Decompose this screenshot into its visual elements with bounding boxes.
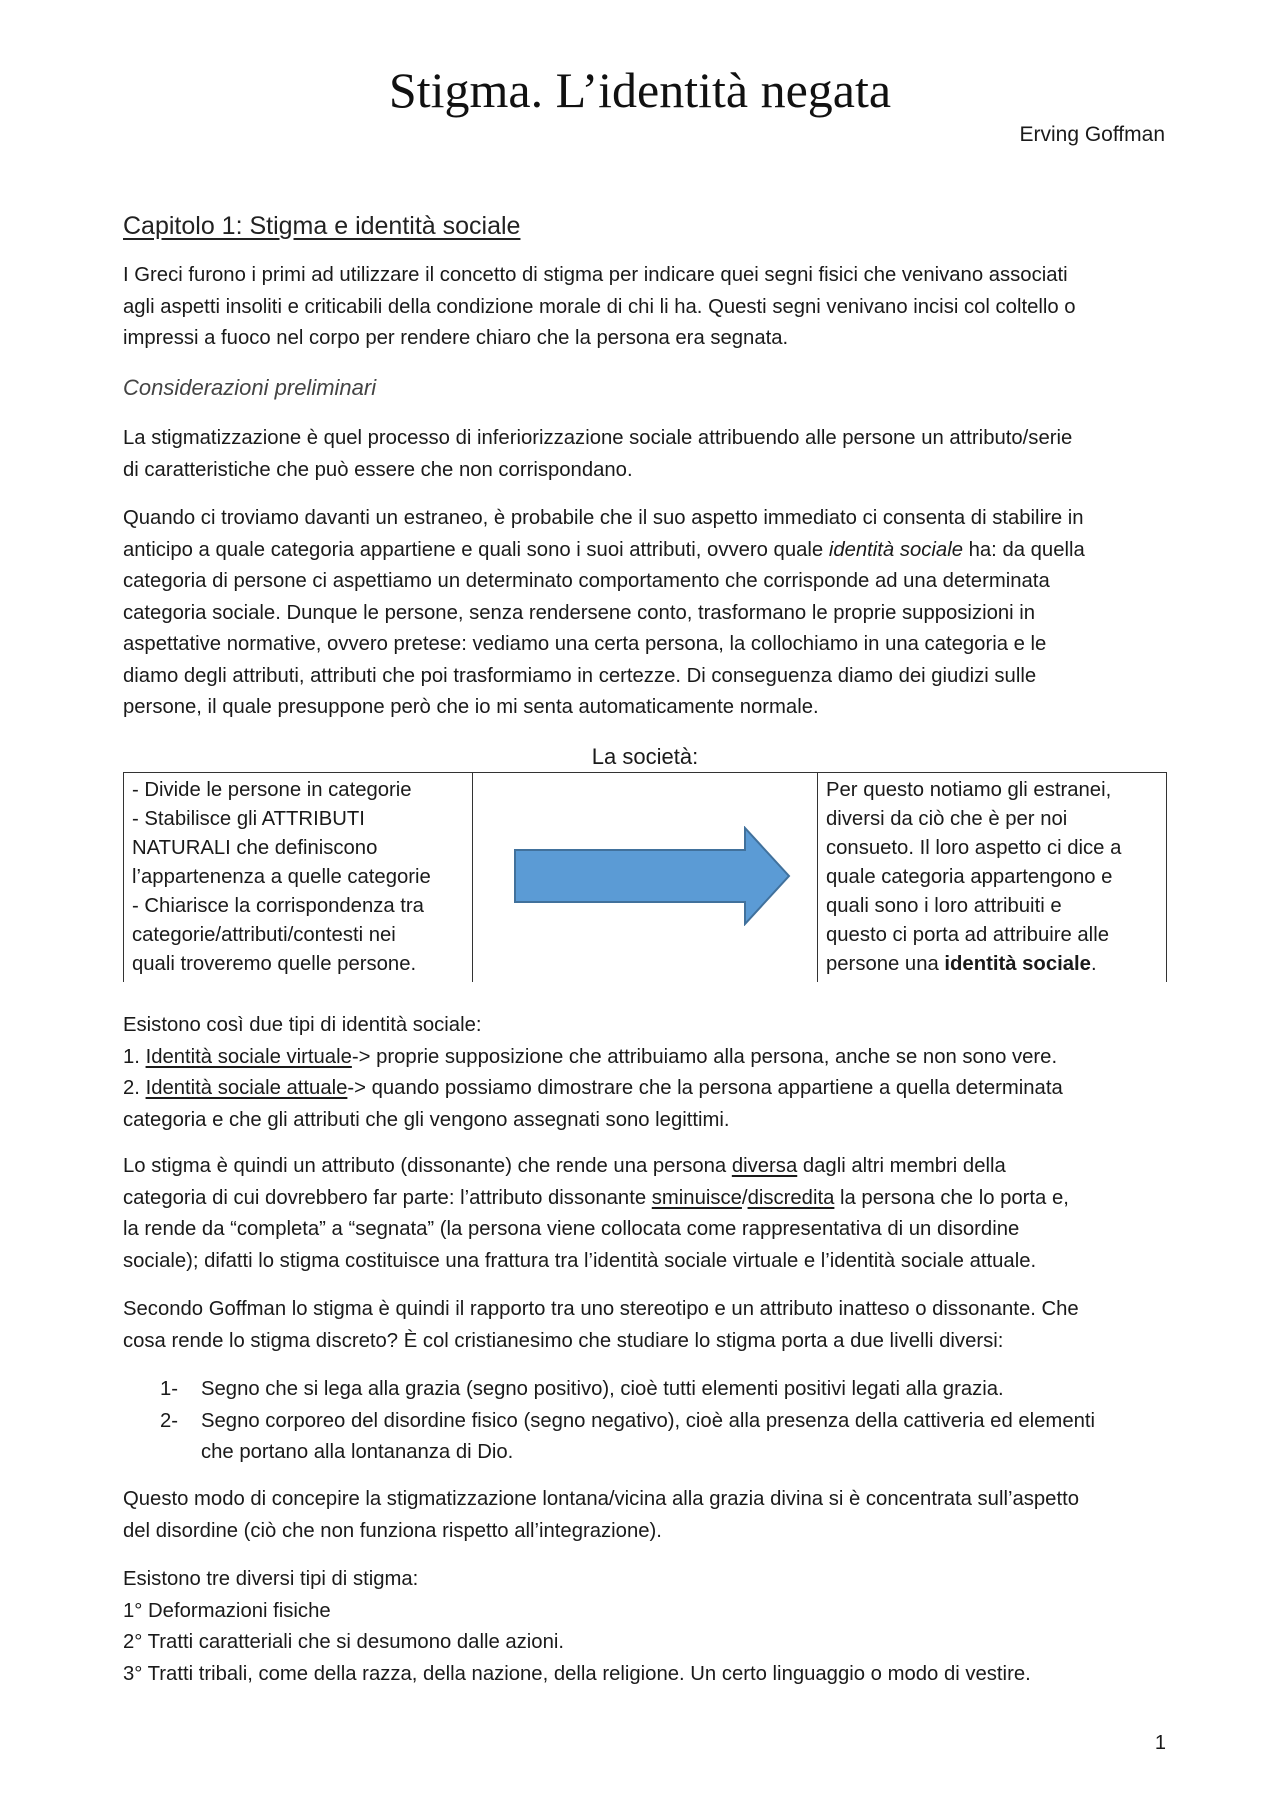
societa-right-cell [817, 773, 1167, 982]
text-line: Esistono tre diversi tipi di stigma: [123, 1568, 419, 1590]
text-line: 3° Tratti tribali, come della razza, della nazione, della religione. Un certo linguaggio o modo di vestire. [123, 1662, 1031, 1685]
text-line: - Stabilisce gli ATTRIBUTI [132, 808, 365, 830]
paragraph-stigma-attributo [123, 1151, 1173, 1277]
text-span: -> quando possiamo dimostrare che la persona appartiene a quella determinata [347, 1077, 1063, 1099]
list-number: 2- [160, 1409, 179, 1432]
text-span: anticipo a quale categoria appartiene e quali sono i suoi attributi, ovvero quale [123, 538, 829, 561]
term-diversa: diversa [731, 1155, 798, 1177]
text-line [826, 950, 1158, 979]
text-span: -> proprie supposizione che attribuiamo alla persona, anche se non sono vere. [351, 1045, 1058, 1068]
text-line: agli aspetti insoliti e criticabili della condizione morale di chi li ha. Questi segni venivano incisi col coltello o [123, 295, 1076, 318]
numbered-list [160, 1374, 1095, 1469]
term-sminuisce: sminuisce [651, 1186, 742, 1209]
text-line: Per questo notiamo gli estranei, [826, 779, 1112, 801]
text-line: questo ci porta ad attribuire alle [826, 924, 1109, 946]
section-heading: Considerazioni preliminari [123, 375, 377, 400]
text-line: l’appartenenza a quelle categorie [132, 866, 431, 888]
term-identita-virtuale: Identità sociale virtuale [145, 1045, 352, 1068]
paragraph-intro [123, 260, 1173, 355]
paragraph-goffman [123, 1294, 1173, 1357]
text-line [123, 535, 1173, 567]
text-line: NATURALI che definiscono [132, 837, 378, 859]
list-number: 1- [160, 1378, 179, 1400]
societa-label: La società: [591, 744, 699, 769]
text-line: del disordine (ciò che non funziona rispetto all’integrazione). [123, 1519, 662, 1542]
right-arrow-icon [513, 826, 793, 926]
term-identita-attuale: Identità sociale attuale [145, 1077, 348, 1099]
emphasis-identita-sociale: identità sociale [828, 538, 963, 561]
list-item [123, 1073, 1173, 1105]
text-span: persone una [826, 953, 945, 975]
emphasis-identita-sociale-bold: identità sociale [944, 953, 1091, 975]
text-line: impressi a fuoco nel corpo per rendere chiaro che la persona era segnata. [123, 327, 789, 349]
text-span: / [741, 1186, 748, 1209]
text-line [123, 1151, 1173, 1183]
text-line: - Divide le persone in categorie [132, 779, 412, 801]
list-item [123, 1042, 1173, 1074]
text-span: ha: da quella [962, 538, 1085, 561]
author-name: Erving Goffman [1019, 123, 1165, 146]
text-line: 2° Tratti caratteriali che si desumono dalle azioni. [123, 1631, 564, 1653]
text-line: Esistono così due tipi di identità sociale: [123, 1014, 482, 1036]
list-item [160, 1374, 1095, 1406]
societa-table [123, 772, 1167, 975]
text-span: . [1090, 953, 1097, 975]
text-line: quali sono i loro attribuiti e [826, 895, 1062, 917]
text-line: persone, il quale presuppone però che io mi senta automaticamente normale. [123, 696, 819, 718]
paragraph-tipi-stigma [123, 1564, 1173, 1690]
text-line: la rende da “completa” a “segnata” (la persona viene collocata come rappresentativa di un disordine [123, 1218, 1020, 1240]
list-text: Segno che si lega alla grazia (segno positivo), cioè tutti elementi positivi legati alla grazia. [201, 1378, 1004, 1400]
paragraph-stigmatizzazione [123, 423, 1173, 486]
chapter-heading: Capitolo 1: Stigma e identità sociale [123, 212, 521, 240]
arrow-shape [515, 828, 789, 924]
document-title: Stigma. L’identità negata [388, 62, 892, 118]
text-line: sociale); difatti lo stigma costituisce una frattura tra l’identità sociale virtuale e l’identità sociale attuale. [123, 1249, 1037, 1272]
text-line: diversi da ciò che è per noi [826, 808, 1068, 830]
text-line: consueto. Il loro aspetto ci dice a [826, 837, 1122, 859]
paragraph-grazia [123, 1484, 1173, 1547]
text-line: quale categoria appartengono e [826, 866, 1113, 888]
text-line: categoria sociale. Dunque le persone, senza rendersene conto, trasformano le proprie supposizioni in [123, 601, 1036, 624]
text-line: Questo modo di concepire la stigmatizzazione lontana/vicina alla grazia divina si è concentrata sull’aspetto [123, 1488, 1080, 1510]
list-number: 1. [123, 1045, 146, 1068]
page-number: 1 [1154, 1732, 1166, 1754]
text-line: quali troveremo quelle persone. [132, 953, 417, 975]
list-text: Segno corporeo del disordine fisico (segno negativo), cioè alla presenza della cattiveria ed elementi [201, 1409, 1096, 1432]
text-line: 1° Deformazioni fisiche [123, 1599, 331, 1622]
text-line: diamo degli attributi, attributi che poi trasformiamo in certezze. Di conseguenza diamo dei giudizi sulle [123, 664, 1037, 687]
text-line: di caratteristiche che può essere che non corrispondano. [123, 458, 633, 481]
text-line: Quando ci troviamo davanti un estraneo, è probabile che il suo aspetto immediato ci consenta di stabilire in [123, 507, 1084, 529]
text-line: aspettative normative, ovvero pretese: vediamo una certa persona, la collochiamo in una categoria e le [123, 633, 1047, 655]
text-line: cosa rende lo stigma discreto? È col cristianesimo che studiare lo stigma porta a due livelli diversi: [123, 1329, 1004, 1352]
text-line: Secondo Goffman lo stigma è quindi il rapporto tra uno stereotipo e un attributo inatteso o dissonante. Che [123, 1298, 1079, 1320]
text-line: La stigmatizzazione è quel processo di inferiorizzazione sociale attribuendo alle persone un attributo/serie [123, 427, 1073, 449]
list-number: 2. [123, 1077, 146, 1099]
list-item [160, 1406, 1095, 1438]
text-span: la persona che lo porta e, [834, 1186, 1069, 1209]
text-span: categoria di cui dovrebbero far parte: l’attributo dissonante [123, 1186, 652, 1209]
text-span: Lo stigma è quindi un attributo (dissonante) che rende una persona [123, 1155, 732, 1177]
text-line [123, 1183, 1173, 1215]
societa-left-cell [123, 773, 473, 982]
text-line: - Chiarisce la corrispondenza tra [132, 895, 424, 917]
text-line: I Greci furono i primi ad utilizzare il concetto di stigma per indicare quei segni fisici che venivano associati [123, 264, 1068, 286]
list-text-continuation: che portano alla lontananza di Dio. [201, 1441, 514, 1463]
term-discredita: discredita [747, 1186, 835, 1209]
text-line: categoria di persone ci aspettiamo un determinato comportamento che corrisponde ad una determinata [123, 570, 1050, 592]
text-line: categoria e che gli attributi che gli vengono assegnati sono legittimi. [123, 1108, 730, 1131]
paragraph-tipi-identita [123, 1010, 1173, 1136]
text-line: categorie/attributi/contesti nei [132, 924, 396, 946]
societa-arrow-cell [473, 773, 817, 982]
paragraph-estraneo [123, 503, 1173, 724]
text-span: dagli altri membri della [797, 1155, 1006, 1177]
